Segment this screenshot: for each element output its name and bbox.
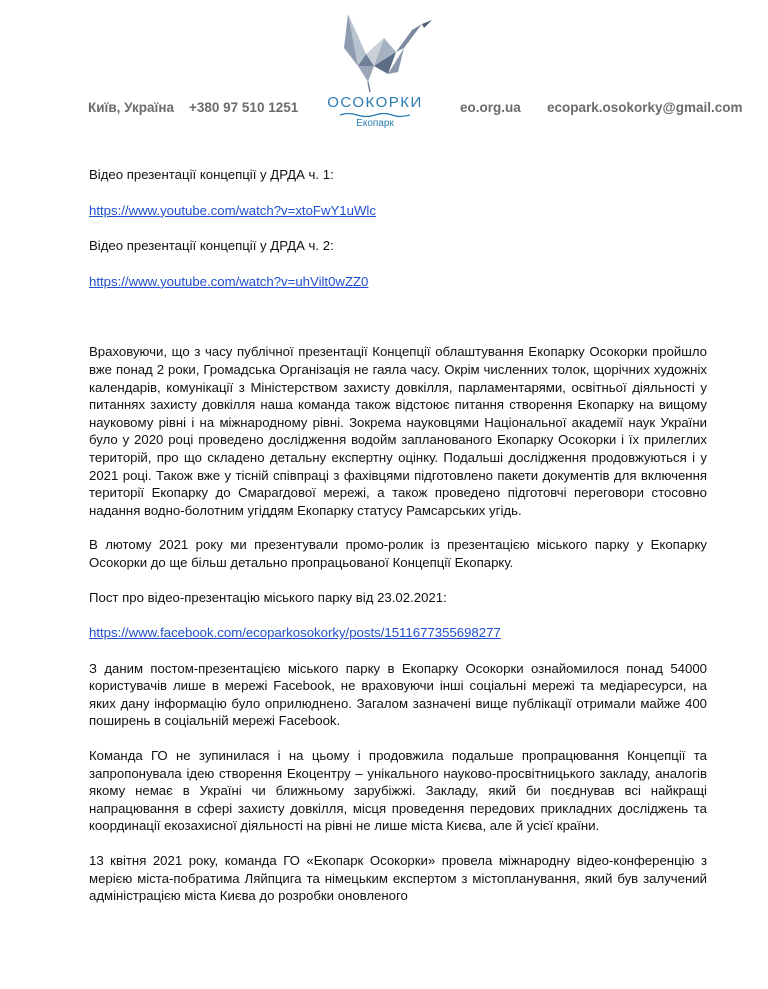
video1-link[interactable]: https://www.youtube.com/watch?v=xtoFwY1uWlc: [89, 202, 376, 218]
video2-label: Відео презентації концепції у ДРДА ч. 2:: [89, 238, 334, 254]
website-text: eo.org.ua: [460, 100, 521, 115]
paragraph-reach: З даним постом-презентацією міського парку в Екопарку Осокорки ознайомилося понад 54000 користувачів лише в мережі Facebook, не враховуючи інші соціальні мережі та медіаресурси, на яких дану інформацію було оприлюднено. Загалом зазначені вище публікації отримали майже 400 поширень в соціальній мережі Facebook.: [89, 660, 707, 729]
post-label: Пост про відео-презентацію міського парку від 23.02.2021:: [89, 589, 447, 605]
video2-link[interactable]: https://www.youtube.com/watch?v=uhVilt0wZZ0: [89, 273, 369, 289]
paragraph-context: Враховуючи, що з часу публічної презентації Концепції облаштування Екопарку Осокорки пройшло вже понад 2 роки, Громадська Організація не гаяла часу. Окрім численних толок, щорічних художніх календарів, комунікації з Міністерством захисту довкілля, парламентарями, освітньої діяльності у питаннях захисту довкілля наша команда також відстоює питання створення Екопарку на вищому науковому рівні і на міжнародному рівні. Зокрема науковцями Національної академії наук України було у 2020 році проведено дослідження водойм запланованого Екопарку Осокорки і їх прилеглих територій, про що складено детальну експертну оцінку. Подальші дослідження продовжуються і у 2021 році. Також вже у тісній співпраці з фахівцями підготовлено пакети документів для включення території Екопарку до Смарагдової мережі, а також проведено підготовчі переговори стосовно надання водно-болотним угіддям Екопарку статусу Рамсарських угідь.: [89, 344, 707, 518]
letter-body: [89, 166, 707, 905]
letterhead: [0, 0, 768, 140]
facebook-post-link[interactable]: https://www.facebook.com/ecoparkosokorky/posts/1511677355698277: [89, 625, 501, 641]
logo-name: ОСОКОРКИ: [327, 94, 423, 111]
paragraph-promo: В лютому 2021 року ми презентували промо-ролик із презентацією міського парку у Екопарку Осокорки до ще більш детально пропрацьованої Концепції Екопарку.: [89, 537, 707, 570]
heron-logo-icon: [300, 8, 450, 94]
paragraph-ecocenter: Команда ГО не зупинилася і на цьому і продовжила подальше пропрацювання Концепції та запропонувала ідею створення Екоцентру – унікального науково-просвітницького закладу, аналогів якому немає в Україні чи ближньому зарубіжжі. Закладу, який би поєднував всі найкращі напрацювання в сфері захисту довкілля, місця проведення передових прикладних досліджень та координації екозахисної діяльності на рівні не лише міста Києва, але й усієї країни.: [89, 748, 707, 834]
ecopark-logo: [300, 8, 450, 130]
logo-subtitle: Екопарк: [356, 118, 394, 129]
paragraph-conference: 13 квітня 2021 року, команда ГО «Екопарк Осокорки» провела міжнародну відео-конференцію з мерією міста-побратима Ляйпцига та німецьким експертом з містопланування, який був залучений адміністрацією міста Києва до розробки оновленого: [89, 853, 707, 904]
phone-text: +380 97 510 1251: [189, 100, 299, 115]
email-text: ecopark.osokorky@gmail.com: [547, 100, 743, 115]
city-text: Київ, Україна: [88, 100, 174, 115]
video1-label: Відео презентації концепції у ДРДА ч. 1:: [89, 167, 334, 182]
